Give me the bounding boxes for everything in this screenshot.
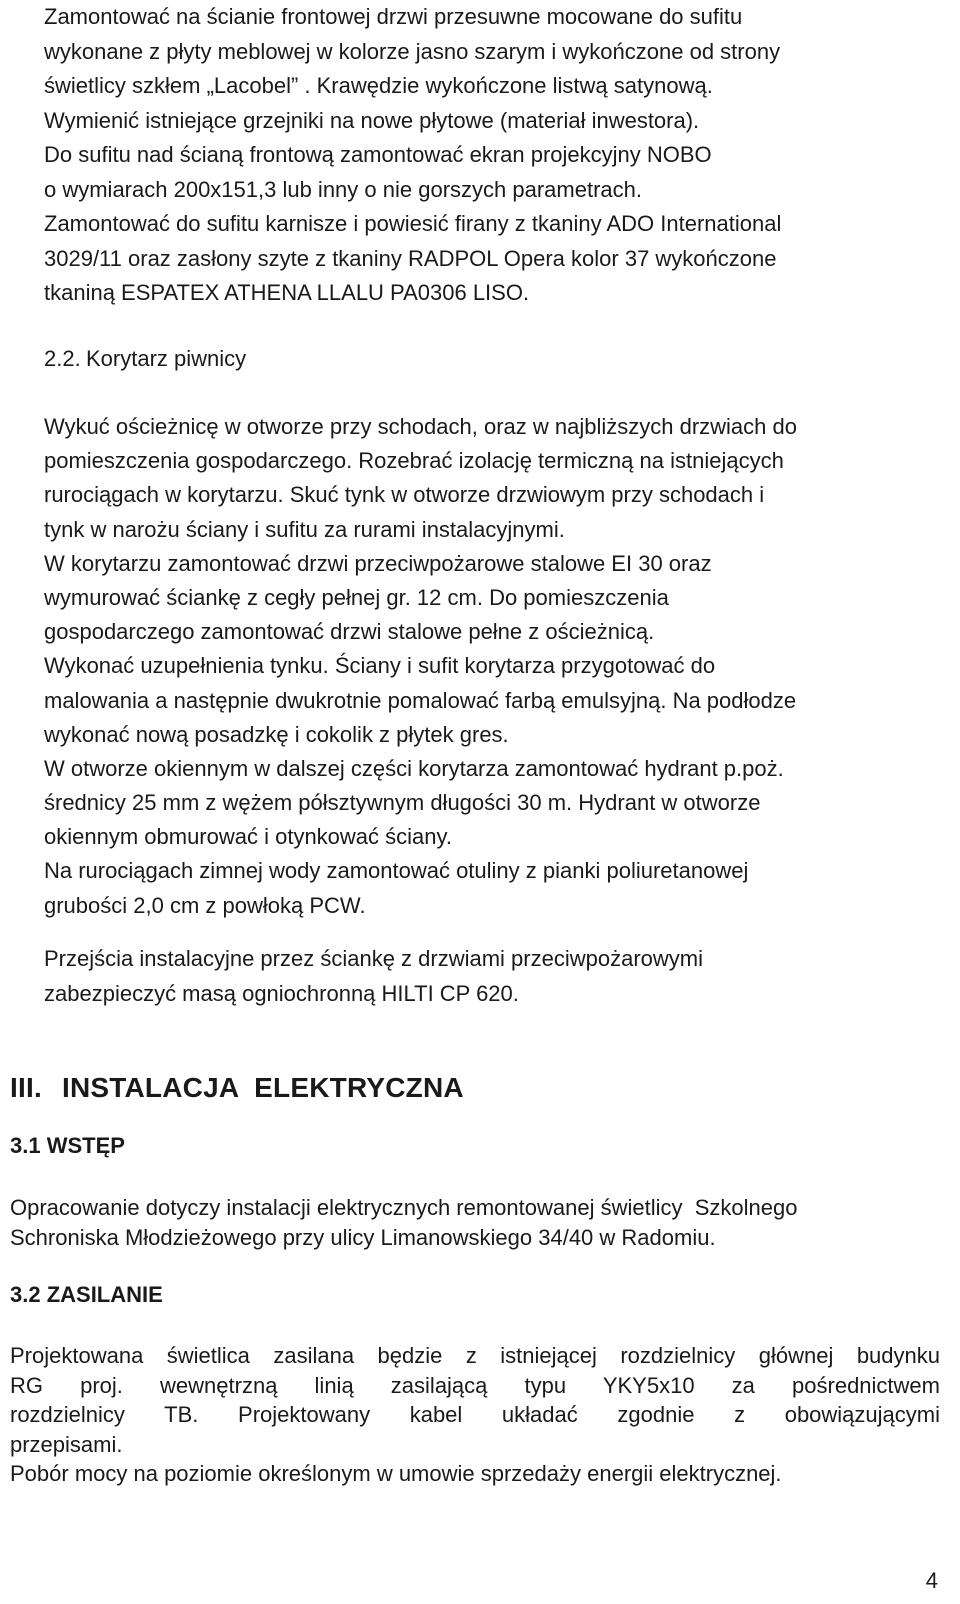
text-line: pomieszczenia gospodarczego. Rozebrać izolację termiczną na istniejących <box>44 448 784 474</box>
chapter-heading <box>10 1070 464 1106</box>
section-number: 2.2. <box>44 346 81 371</box>
text-line: świetlicy szkłem „Lacobel” . Krawędzie wykończone listwą satynową. <box>44 73 713 98</box>
paragraph-swietlica-finishing <box>44 0 944 311</box>
text-line: Zamontować do sufitu karnisze i powiesić firany z tkaniny ADO International <box>44 211 782 236</box>
text-line: 3029/11 oraz zasłony szyte z tkaniny RADPOL Opera kolor 37 wykończone <box>44 245 777 271</box>
text-line: wykonane z płyty meblowej w kolorze jasno szarym i wykończone od strony <box>44 38 781 64</box>
text-line: zabezpieczyć masą ogniochronną HILTI CP 620. <box>44 980 519 1006</box>
text-line: RG proj. wewnętrzną linią zasilającą typu YKY5x10 za pośrednictwem <box>10 1372 940 1398</box>
text-line: przepisami. <box>10 1431 123 1457</box>
text-line: grubości 2,0 cm z powłoką PCW. <box>44 892 366 918</box>
chapter-title: INSTALACJA ELEKTRYCZNA <box>62 1072 464 1103</box>
section-heading-3-1: 3.1 WSTĘP <box>10 1133 125 1158</box>
text-line: Na rurociągach zimnej wody zamontować otuliny z pianki poliuretanowej <box>44 858 749 884</box>
section-heading-2-2 <box>44 342 246 376</box>
page-number: 4 <box>925 1568 938 1593</box>
text-line: okiennym obmurować i otynkować ściany. <box>44 824 452 850</box>
paragraph-zasilanie <box>10 1341 940 1489</box>
paragraph-wstep <box>10 1193 940 1253</box>
text-line: Opracowanie dotyczy instalacji elektrycznych remontowanej świetlicy Szkolnego <box>10 1195 798 1220</box>
text-line: Wykuć ościeżnicę w otworze przy schodach, oraz w najbliższych drzwiach do <box>44 414 797 439</box>
paragraph-fire-sealing <box>44 942 944 1011</box>
text-line: wymurować ściankę z cegły pełnej gr. 12 cm. Do pomieszczenia <box>44 584 669 610</box>
text-line: wykonać nową posadzkę i cokolik z płytek gres. <box>44 721 509 747</box>
text-line: Wymienić istniejące grzejniki na nowe płytowe (materiał inwestora). <box>44 107 700 133</box>
text-line: Pobór mocy na poziomie określonym w umowie sprzedaży energii elektrycznej. <box>10 1461 782 1486</box>
text-line: Przejścia instalacyjne przez ściankę z drzwiami przeciwpożarowymi <box>44 946 703 971</box>
paragraph-korytarz-piwnicy <box>44 410 944 923</box>
text-line: W korytarzu zamontować drzwi przeciwpożarowe stalowe EI 30 oraz <box>44 550 712 576</box>
text-line: rozdzielnicy TB. Projektowany kabel układać zgodnie z obowiązującymi <box>10 1402 940 1427</box>
text-line: Projektowana świetlica zasilana będzie z istniejącej rozdzielnicy głównej budynku <box>10 1343 940 1368</box>
text-line: rurociągach w korytarzu. Skuć tynk w otworze drzwiowym przy schodach i <box>44 482 765 508</box>
text-line: Wykonać uzupełnienia tynku. Ściany i sufit korytarza przygotować do <box>44 653 716 679</box>
section-title: Korytarz piwnicy <box>86 346 247 371</box>
text-line: średnicy 25 mm z wężem półsztywnym długości 30 m. Hydrant w otworze <box>44 790 761 816</box>
chapter-number: III. <box>10 1072 42 1103</box>
text-line: Schroniska Młodzieżowego przy ulicy Limanowskiego 34/40 w Radomiu. <box>10 1225 716 1250</box>
text-line: W otworze okiennym w dalszej części korytarza zamontować hydrant p.poż. <box>44 755 784 781</box>
section-heading-3-2: 3.2 ZASILANIE <box>10 1282 163 1307</box>
text-line: o wymiarach 200x151,3 lub inny o nie gorszych parametrach. <box>44 176 642 202</box>
text-line: tkaniną ESPATEX ATHENA LLALU PA0306 LISO. <box>44 280 530 305</box>
text-line: tynk w narożu ściany i sufitu za rurami instalacyjnymi. <box>44 516 565 542</box>
text-line: Zamontować na ścianie frontowej drzwi przesuwne mocowane do sufitu <box>44 4 743 29</box>
text-line: malowania a następnie dwukrotnie pomalować farbą emulsyjną. Na podłodze <box>44 687 797 713</box>
text-line: gospodarczego zamontować drzwi stalowe pełne z ościeżnicą. <box>44 619 655 645</box>
text-line: Do sufitu nad ścianą frontową zamontować ekran projekcyjny NOBO <box>44 142 712 167</box>
